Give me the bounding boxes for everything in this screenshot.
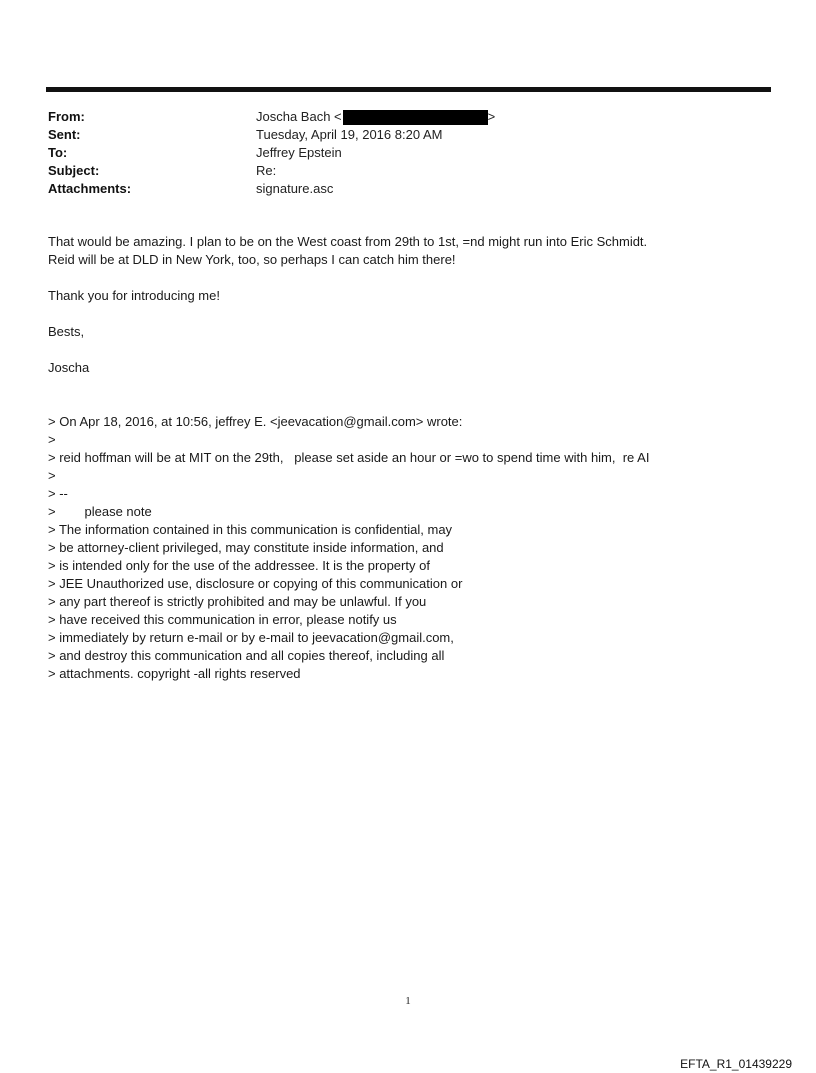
from-value — [256, 108, 495, 126]
body-line: Thank you for introducing me! — [48, 288, 220, 303]
quoted-line: > -- — [48, 486, 68, 501]
sent-value: Tuesday, April 19, 2016 8:20 AM — [256, 127, 443, 142]
quoted-line: > please note — [48, 504, 152, 519]
quoted-line: > immediately by return e-mail or by e-mail to jeevacation@gmail.com, — [48, 630, 454, 645]
attachments-label: Attachments: — [48, 181, 132, 196]
attachments-value[interactable]: signature.asc — [256, 181, 334, 196]
message-body — [48, 233, 788, 377]
to-row — [48, 144, 748, 162]
document-id: EFTA_R1_01439229 — [680, 1057, 792, 1071]
quoted-line: > JEE Unauthorized use, disclosure or copying of this communication or — [48, 576, 463, 591]
quoted-line: > be attorney-client privileged, may constitute inside information, and — [48, 540, 444, 555]
to-value: Jeffrey Epstein — [256, 145, 342, 160]
quoted-line: > any part thereof is strictly prohibited and may be unlawful. If you — [48, 594, 427, 609]
quoted-line: > have received this communication in error, please notify us — [48, 612, 397, 627]
page-number: 1 — [405, 995, 411, 1007]
quoted-line: > The information contained in this communication is confidential, may — [48, 522, 453, 537]
header-rule — [46, 87, 771, 92]
from-name: Joscha Bach < — [256, 109, 342, 124]
quoted-message — [48, 413, 788, 683]
quoted-line: > attachments. copyright -all rights reserved — [48, 666, 301, 681]
sent-label: Sent: — [48, 127, 81, 142]
quoted-line: > — [48, 432, 56, 447]
from-close: > — [487, 109, 496, 124]
redaction-box — [343, 110, 488, 125]
from-row — [48, 108, 748, 126]
body-line: Reid will be at DLD in New York, too, so perhaps I can catch him there! — [48, 252, 456, 267]
body-line: Joscha — [48, 360, 90, 375]
to-label: To: — [48, 145, 68, 160]
subject-value: Re: — [256, 163, 277, 178]
quoted-line: > is intended only for the use of the addressee. It is the property of — [48, 558, 430, 573]
email-headers — [48, 108, 748, 198]
from-label: From: — [48, 109, 85, 124]
quoted-line: > — [48, 468, 56, 483]
quoted-line: > On Apr 18, 2016, at 10:56, jeffrey E. <jeevacation@gmail.com> wrote: — [48, 414, 463, 429]
quoted-line: > and destroy this communication and all copies thereof, including all — [48, 648, 445, 663]
body-line: Bests, — [48, 324, 85, 339]
subject-row — [48, 162, 748, 180]
body-line: That would be amazing. I plan to be on the West coast from 29th to 1st, =nd might run into Eric Schmidt. — [48, 234, 648, 249]
sent-row — [48, 126, 748, 144]
attachments-row — [48, 180, 748, 198]
quoted-line: > reid hoffman will be at MIT on the 29th, please set aside an hour or =wo to spend time with him, re AI — [48, 450, 650, 465]
subject-label: Subject: — [48, 163, 100, 178]
